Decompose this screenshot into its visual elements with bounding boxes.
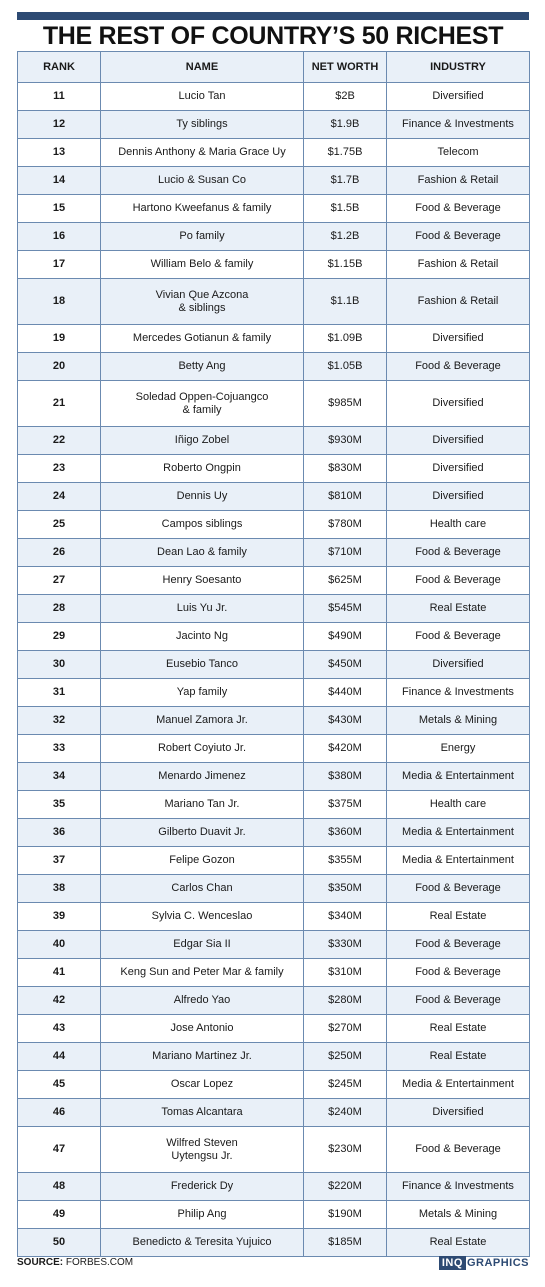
table-body [18,83,530,1257]
net-worth-cell: $2B [304,83,387,111]
industry-cell: Food & Beverage [387,539,530,567]
rank-cell: 21 [18,381,101,427]
table-row [18,483,530,511]
table-row [18,381,530,427]
industry-cell: Health care [387,511,530,539]
table-row [18,111,530,139]
name-cell [101,279,304,325]
table-row [18,763,530,791]
name-cell [101,651,304,679]
table-row [18,595,530,623]
name-line: William Belo & family [150,258,254,270]
name-cell [101,567,304,595]
industry-cell: Food & Beverage [387,931,530,959]
rank-cell: 41 [18,959,101,987]
table-row [18,251,530,279]
name-line: Hartono Kweefanus & family [132,202,272,214]
name-line: Roberto Ongpin [163,462,241,474]
name-cell [101,959,304,987]
footer [17,1255,529,1273]
table-row [18,791,530,819]
net-worth-cell: $360M [304,819,387,847]
name-cell [101,427,304,455]
name-line: Lucio & Susan Co [157,174,247,186]
name-cell [101,251,304,279]
name-cell [101,223,304,251]
industry-cell: Diversified [387,455,530,483]
industry-cell: Food & Beverage [387,959,530,987]
name-cell [101,931,304,959]
industry-cell: Energy [387,735,530,763]
industry-cell: Food & Beverage [387,195,530,223]
name-cell [101,139,304,167]
rank-cell: 24 [18,483,101,511]
net-worth-cell: $780M [304,511,387,539]
rank-cell: 45 [18,1071,101,1099]
net-worth-cell: $270M [304,1015,387,1043]
net-worth-cell: $710M [304,539,387,567]
name-line: Iñigo Zobel [174,434,230,446]
table-row [18,511,530,539]
name-line: Soledad Oppen-Cojuangco [135,390,269,403]
table-row [18,735,530,763]
name-cell [101,1071,304,1099]
brand-logo-box: INQ [439,1256,466,1270]
rank-cell: 25 [18,511,101,539]
name-cell [101,735,304,763]
column-header-net-worth: NET WORTH [304,52,387,83]
net-worth-cell: $330M [304,931,387,959]
rank-cell: 26 [18,539,101,567]
rank-cell: 36 [18,819,101,847]
name-cell [101,353,304,381]
name-cell [101,381,304,427]
name-line: Edgar Sia II [173,938,231,950]
name-line: Campos siblings [161,518,243,530]
table-row [18,903,530,931]
name-line: Mariano Martinez Jr. [152,1050,252,1062]
industry-cell: Food & Beverage [387,1127,530,1173]
rank-cell: 13 [18,139,101,167]
net-worth-cell: $420M [304,735,387,763]
table-row [18,623,530,651]
column-header-industry: INDUSTRY [387,52,530,83]
table-row [18,223,530,251]
rank-cell: 44 [18,1043,101,1071]
name-cell [101,707,304,735]
table-row [18,819,530,847]
table-row [18,1043,530,1071]
net-worth-cell: $930M [304,427,387,455]
name-cell [101,511,304,539]
table-row [18,1127,530,1173]
name-cell [101,455,304,483]
name-cell [101,1099,304,1127]
name-line: Felipe Gozon [169,854,235,866]
name-line: Eusebio Tanco [166,658,238,670]
rank-cell: 50 [18,1229,101,1257]
industry-cell: Diversified [387,381,530,427]
richest-table [17,51,530,1257]
net-worth-cell: $1.15B [304,251,387,279]
name-line: Vivian Que Azcona [155,288,249,301]
rank-cell: 49 [18,1201,101,1229]
net-worth-cell: $810M [304,483,387,511]
net-worth-cell: $450M [304,651,387,679]
industry-cell: Food & Beverage [387,353,530,381]
industry-cell: Finance & Investments [387,1173,530,1201]
rank-cell: 23 [18,455,101,483]
name-line: Uytengsu Jr. [171,1149,233,1162]
industry-cell: Finance & Investments [387,679,530,707]
net-worth-cell: $190M [304,1201,387,1229]
net-worth-cell: $230M [304,1127,387,1173]
table-row [18,987,530,1015]
table-row [18,167,530,195]
table-row [18,847,530,875]
top-accent-bar [17,12,529,20]
industry-cell: Food & Beverage [387,987,530,1015]
rank-cell: 14 [18,167,101,195]
name-cell [101,111,304,139]
industry-cell: Finance & Investments [387,111,530,139]
industry-cell: Media & Entertainment [387,847,530,875]
name-line: Benedicto & Teresita Yujuico [132,1236,272,1248]
table-row [18,1201,530,1229]
name-cell [101,847,304,875]
name-line: Dennis Anthony & Maria Grace Uy [118,146,286,158]
rank-cell: 19 [18,325,101,353]
net-worth-cell: $240M [304,1099,387,1127]
name-cell [101,167,304,195]
rank-cell: 48 [18,1173,101,1201]
rank-cell: 12 [18,111,101,139]
source-credit [17,1257,133,1268]
name-line: Ty siblings [176,118,228,130]
name-cell [101,1015,304,1043]
rank-cell: 47 [18,1127,101,1173]
name-line: Menardo Jimenez [158,770,246,782]
industry-cell: Real Estate [387,1229,530,1257]
rank-cell: 37 [18,847,101,875]
name-cell [101,1127,304,1173]
name-line: Lucio Tan [178,90,226,102]
industry-cell: Real Estate [387,595,530,623]
industry-cell: Diversified [387,651,530,679]
table-row [18,455,530,483]
net-worth-cell: $1.75B [304,139,387,167]
name-cell [101,819,304,847]
brand-logo-text: GRAPHICS [466,1257,529,1269]
industry-cell: Diversified [387,83,530,111]
column-header-name: NAME [101,52,304,83]
net-worth-cell: $985M [304,381,387,427]
name-cell [101,1229,304,1257]
name-line: Carlos Chan [171,882,233,894]
rank-cell: 38 [18,875,101,903]
net-worth-cell: $430M [304,707,387,735]
net-worth-cell: $280M [304,987,387,1015]
industry-cell: Diversified [387,1099,530,1127]
industry-cell: Metals & Mining [387,1201,530,1229]
name-line: Sylvia C. Wenceslao [151,910,253,922]
name-line: Alfredo Yao [173,994,231,1006]
industry-cell: Media & Entertainment [387,763,530,791]
rank-cell: 35 [18,791,101,819]
industry-cell: Telecom [387,139,530,167]
name-line: Tomas Alcantara [161,1106,243,1118]
name-line: Wilfred Steven [166,1136,238,1149]
table-row [18,679,530,707]
table-row [18,1015,530,1043]
name-line: Dean Lao & family [157,546,247,558]
industry-cell: Diversified [387,325,530,353]
rank-cell: 46 [18,1099,101,1127]
name-cell [101,1173,304,1201]
net-worth-cell: $1.1B [304,279,387,325]
page-title: THE REST OF COUNTRY’S 50 RICHEST [42,22,504,50]
net-worth-cell: $355M [304,847,387,875]
net-worth-cell: $625M [304,567,387,595]
rank-cell: 32 [18,707,101,735]
net-worth-cell: $375M [304,791,387,819]
brand-logo [439,1255,529,1271]
rank-cell: 33 [18,735,101,763]
name-cell [101,875,304,903]
name-line: Dennis Uy [176,490,228,502]
industry-cell: Diversified [387,427,530,455]
net-worth-cell: $310M [304,959,387,987]
name-line: Frederick Dy [170,1180,234,1192]
net-worth-cell: $1.9B [304,111,387,139]
rank-cell: 15 [18,195,101,223]
rank-cell: 43 [18,1015,101,1043]
name-line: Luis Yu Jr. [176,602,228,614]
industry-cell: Fashion & Retail [387,279,530,325]
industry-cell: Food & Beverage [387,223,530,251]
table-row [18,567,530,595]
rank-cell: 39 [18,903,101,931]
name-cell [101,763,304,791]
rank-cell: 27 [18,567,101,595]
name-cell [101,483,304,511]
name-cell [101,595,304,623]
net-worth-cell: $340M [304,903,387,931]
industry-cell: Fashion & Retail [387,251,530,279]
industry-cell: Diversified [387,483,530,511]
rank-cell: 18 [18,279,101,325]
source-value: FORBES.COM [65,1257,134,1268]
name-line: Jacinto Ng [176,630,228,642]
table-row [18,83,530,111]
net-worth-cell: $490M [304,623,387,651]
table-row [18,875,530,903]
name-cell [101,195,304,223]
table-header-row [18,52,530,83]
table-row [18,651,530,679]
name-cell [101,791,304,819]
name-cell [101,1043,304,1071]
industry-cell: Health care [387,791,530,819]
net-worth-cell: $1.2B [304,223,387,251]
net-worth-cell: $1.5B [304,195,387,223]
rank-cell: 20 [18,353,101,381]
name-line: Robert Coyiuto Jr. [157,742,247,754]
source-label: SOURCE: [17,1257,64,1268]
industry-cell: Metals & Mining [387,707,530,735]
name-cell [101,679,304,707]
name-line: Mercedes Gotianun & family [132,332,272,344]
table-row [18,1173,530,1201]
rank-cell: 29 [18,623,101,651]
rank-cell: 40 [18,931,101,959]
name-line: Mariano Tan Jr. [164,798,240,810]
industry-cell: Food & Beverage [387,623,530,651]
industry-cell: Real Estate [387,903,530,931]
name-line: Oscar Lopez [170,1078,234,1090]
net-worth-cell: $220M [304,1173,387,1201]
industry-cell: Real Estate [387,1043,530,1071]
table-row [18,139,530,167]
name-line: Philip Ang [177,1208,227,1220]
table-row [18,1099,530,1127]
name-cell [101,83,304,111]
table-row [18,1071,530,1099]
rank-cell: 42 [18,987,101,1015]
table-row [18,959,530,987]
table-row [18,427,530,455]
name-line: Henry Soesanto [162,574,242,586]
name-line: Gilberto Duavit Jr. [158,826,246,838]
rank-cell: 31 [18,679,101,707]
net-worth-cell: $830M [304,455,387,483]
table-row [18,353,530,381]
net-worth-cell: $1.09B [304,325,387,353]
industry-cell: Real Estate [387,1015,530,1043]
rank-cell: 22 [18,427,101,455]
name-line: Jose Antonio [170,1022,234,1034]
name-cell [101,987,304,1015]
name-cell [101,903,304,931]
net-worth-cell: $245M [304,1071,387,1099]
name-line: Yap family [176,686,228,698]
table-row [18,539,530,567]
table-row [18,931,530,959]
rank-cell: 34 [18,763,101,791]
rank-cell: 16 [18,223,101,251]
name-line: & siblings [178,301,226,314]
rank-cell: 17 [18,251,101,279]
name-line: Keng Sun and Peter Mar & family [120,966,284,978]
table-row [18,279,530,325]
industry-cell: Media & Entertainment [387,1071,530,1099]
name-cell [101,623,304,651]
rank-cell: 30 [18,651,101,679]
name-cell [101,325,304,353]
industry-cell: Fashion & Retail [387,167,530,195]
net-worth-cell: $1.7B [304,167,387,195]
rank-cell: 11 [18,83,101,111]
table-row [18,195,530,223]
net-worth-cell: $545M [304,595,387,623]
table-row [18,325,530,353]
net-worth-cell: $1.05B [304,353,387,381]
name-cell [101,539,304,567]
net-worth-cell: $250M [304,1043,387,1071]
net-worth-cell: $380M [304,763,387,791]
net-worth-cell: $440M [304,679,387,707]
name-line: Manuel Zamora Jr. [156,714,248,726]
rank-cell: 28 [18,595,101,623]
industry-cell: Food & Beverage [387,875,530,903]
name-cell [101,1201,304,1229]
column-header-rank: RANK [18,52,101,83]
net-worth-cell: $350M [304,875,387,903]
industry-cell: Food & Beverage [387,567,530,595]
table-row [18,1229,530,1257]
table-row [18,707,530,735]
industry-cell: Media & Entertainment [387,819,530,847]
name-line: Betty Ang [178,360,226,372]
name-line: Po family [179,230,225,242]
net-worth-cell: $185M [304,1229,387,1257]
name-line: & family [182,403,222,416]
